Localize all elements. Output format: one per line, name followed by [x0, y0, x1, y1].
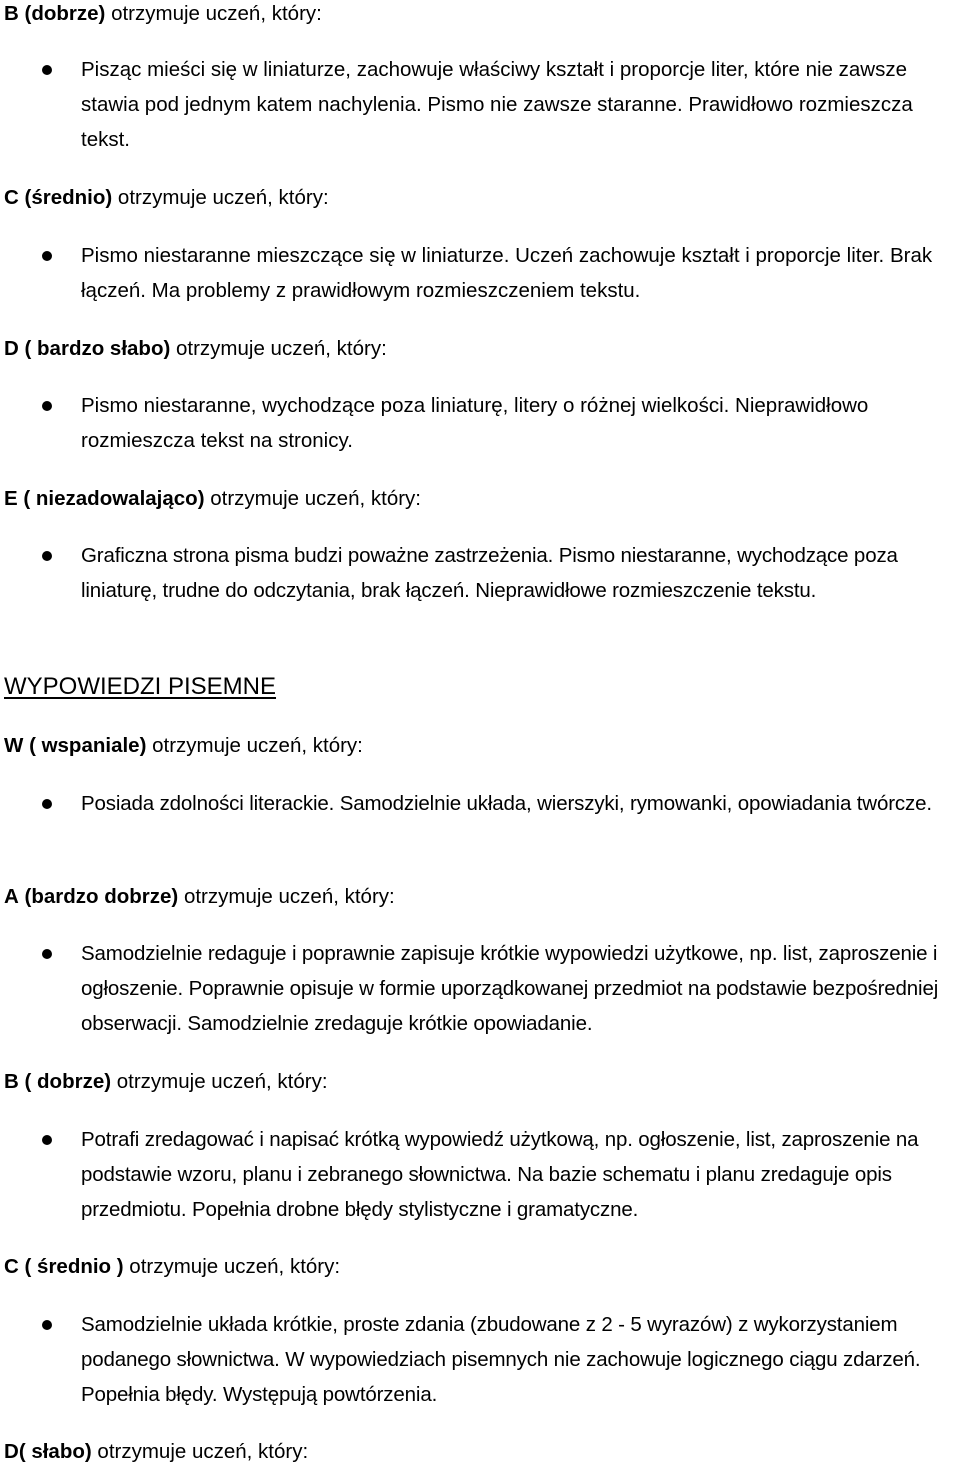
criteria-item: Pisząc mieści się w liniaturze, zachowuje właściwy kształt i proporcje liter, które nie zawsze stawia pod jednym katem nachylenia. Pismo nie zawsze staranne. Prawidłowo rozmieszcza tekst.	[81, 58, 913, 151]
grade-qualifier: (bardzo dobrze)	[24, 885, 179, 908]
grade-letter: A	[4, 885, 19, 908]
grade-letter: D	[4, 337, 19, 360]
grade-letter: C	[4, 1255, 19, 1278]
grade-heading-d-handwriting	[4, 335, 387, 363]
bullet-icon	[42, 551, 52, 561]
grade-qualifier: ( słabo)	[18, 1440, 92, 1463]
grade-heading-rest: otrzymuje uczeń, który:	[170, 337, 387, 360]
criteria-item: Samodzielnie redaguje i poprawnie zapisuje krótkie wypowiedzi użytkowe, np. list, zaproszenie i ogłoszenie. Poprawnie opisuje w formie uporządkowanej przedmiot na podstawie bezpośredniej obserwacji. Samodzielnie zredaguje krótkie opowiadanie.	[81, 942, 939, 1035]
bullet-icon	[42, 1320, 52, 1330]
grade-letter: D	[4, 1440, 19, 1463]
grade-qualifier: ( wspaniale)	[29, 734, 147, 757]
grade-letter: E	[4, 487, 18, 510]
grade-heading-b-handwriting	[4, 0, 322, 28]
bullet-icon	[42, 799, 52, 809]
grade-letter: C	[4, 186, 19, 209]
criteria-item: Posiada zdolności literackie. Samodzielnie układa, wierszyki, rymowanki, opowiadania twórcze.	[81, 792, 932, 815]
bullet-icon	[42, 1135, 52, 1145]
grade-heading-rest: otrzymuje uczeń, który:	[204, 487, 421, 510]
criteria-item: Samodzielnie układa krótkie, proste zdania (zbudowane z 2 - 5 wyrazów) z wykorzystaniem podanego słownictwa. W wypowiedziach pisemnych nie zachowuje logicznego ciągu zdarzeń. Popełnia błędy. Występują powtórzenia.	[81, 1313, 921, 1406]
grade-heading-d-writing	[4, 1438, 308, 1466]
bullet-icon	[42, 949, 52, 959]
grade-qualifier: ( bardzo słabo)	[24, 337, 171, 360]
grade-heading-a-writing	[4, 883, 395, 911]
grade-letter: W	[4, 734, 24, 757]
grade-qualifier: ( dobrze)	[24, 1070, 112, 1093]
criteria-item: Pismo niestaranne mieszczące się w liniaturze. Uczeń zachowuje kształt i proporcje liter. Brak łączeń. Ma problemy z prawidłowym rozmieszczeniem tekstu.	[81, 244, 933, 302]
bullet-icon	[42, 251, 52, 261]
grade-qualifier: ( niezadowalająco)	[23, 487, 205, 510]
grade-heading-b-writing	[4, 1068, 328, 1096]
grade-heading-rest: otrzymuje uczeń, który:	[123, 1255, 341, 1278]
grade-letter: B	[4, 1070, 19, 1093]
grade-heading-rest: otrzymuje uczeń, który:	[111, 1070, 328, 1093]
grade-qualifier: (dobrze)	[24, 2, 106, 25]
grade-heading-w-writing	[4, 732, 363, 760]
bullet-icon	[42, 65, 52, 75]
grade-qualifier: (średnio)	[24, 186, 113, 209]
grade-letter: B	[4, 2, 19, 25]
criteria-item: Graficzna strona pisma budzi poważne zastrzeżenia. Pismo niestaranne, wychodzące poza liniaturę, trudne do odczytania, brak łączeń. Nieprawidłowe rozmieszczenie tekstu.	[81, 544, 898, 602]
grade-qualifier: ( średnio )	[24, 1255, 124, 1278]
section-title: WYPOWIEDZI PISEMNE	[4, 673, 277, 700]
criteria-item: Potrafi zredagować i napisać krótką wypowiedź użytkową, np. ogłoszenie, list, zaproszenie na podstawie wzoru, planu i zebranego słownictwa. Na bazie schematu i planu zredaguje opis przedmiotu. Popełnia drobne błędy stylistyczne i gramatyczne.	[81, 1128, 919, 1221]
grade-heading-rest: otrzymuje uczeń, który:	[178, 885, 395, 908]
grade-heading-e-handwriting	[4, 485, 421, 513]
bullet-icon	[42, 401, 52, 411]
grade-heading-rest: otrzymuje uczeń, który:	[146, 734, 363, 757]
grade-heading-rest: otrzymuje uczeń, który:	[105, 2, 322, 25]
grade-heading-rest: otrzymuje uczeń, który:	[91, 1440, 309, 1463]
grade-heading-c-handwriting	[4, 184, 329, 212]
criteria-item: Pismo niestaranne, wychodzące poza liniaturę, litery o różnej wielkości. Nieprawidłowo rozmieszcza tekst na stronicy.	[81, 394, 869, 452]
grade-heading-c-writing	[4, 1253, 340, 1281]
grade-heading-rest: otrzymuje uczeń, który:	[112, 186, 329, 209]
